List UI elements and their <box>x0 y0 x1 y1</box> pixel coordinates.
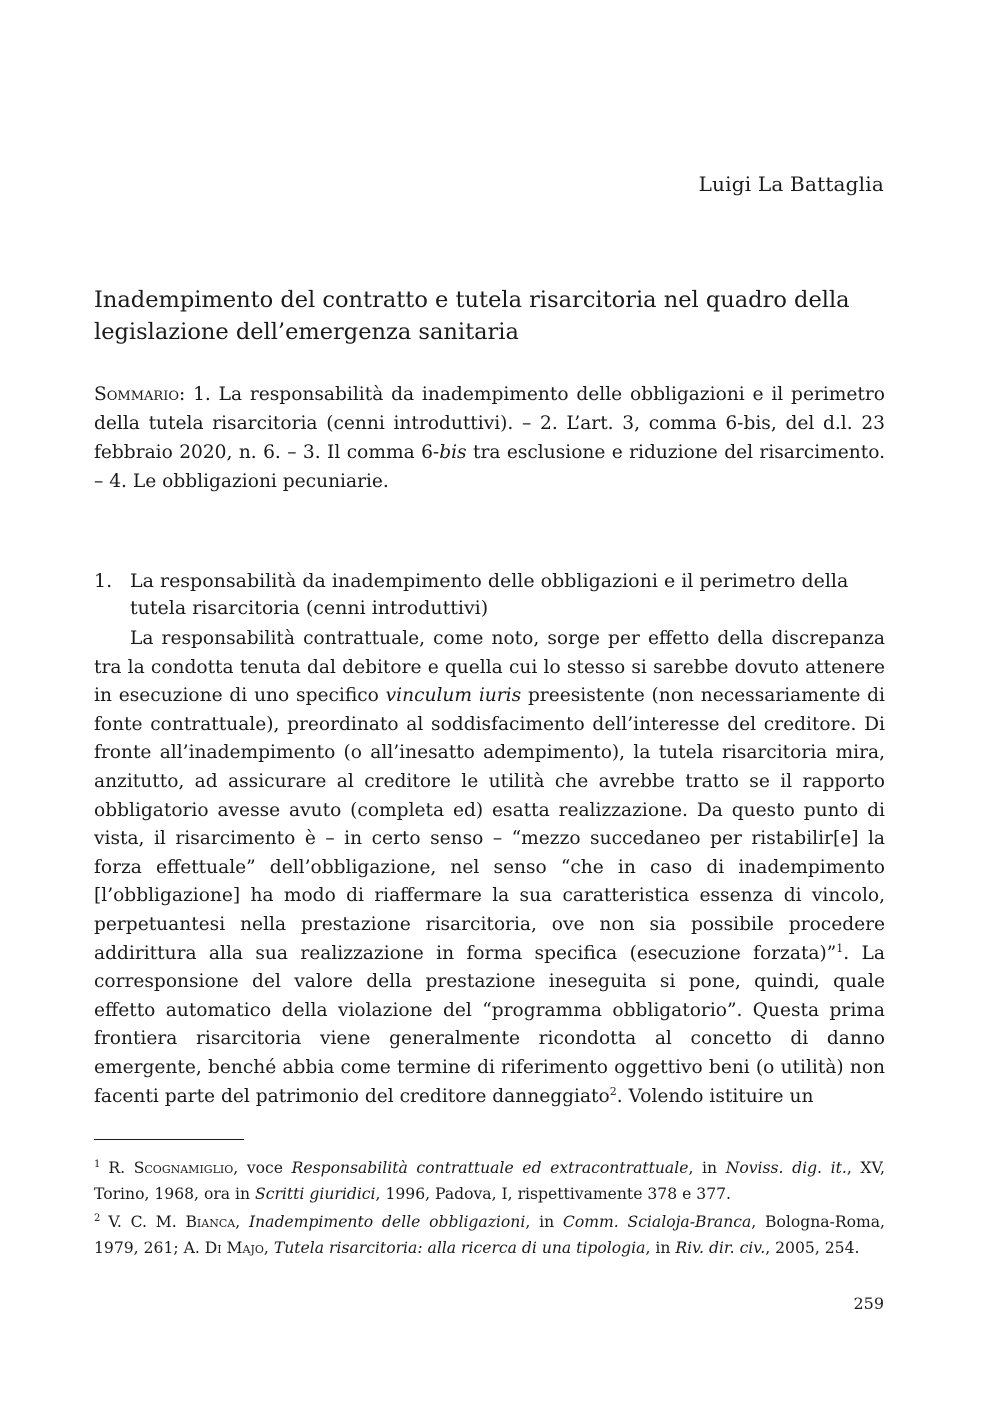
footnote-text: V. C. M. <box>108 1213 186 1231</box>
footnote-text: , in <box>645 1238 676 1257</box>
footnote-italic: Inadempimento delle obbligazioni <box>248 1213 526 1231</box>
footnote-text: , <box>235 1213 249 1231</box>
footnote-italic: Responsabilità contrattuale ed extracontrattuale <box>291 1159 689 1177</box>
footnote-text: , <box>263 1238 274 1257</box>
footnote-text: , XV, Torino, 1968, ora in <box>94 1159 886 1203</box>
footnote-italic: Scritti giuridici <box>255 1184 376 1203</box>
summary <box>94 380 885 496</box>
page-number: 259 <box>853 1294 884 1313</box>
footnote-mark: 1 <box>94 1158 101 1170</box>
footnote-italic: Noviss. dig. it. <box>725 1159 847 1177</box>
footnote-ref-1: 1 <box>836 941 844 955</box>
footnote-text: , 2005, 254. <box>765 1238 860 1257</box>
footnote-text: , in <box>525 1213 563 1231</box>
section-heading <box>94 568 885 622</box>
footnote-author: Scognamiglio <box>133 1159 234 1177</box>
summary-text: 1. La responsabilità da inadempimento delle obbligazioni e il perimetro della tutela risarcitoria (cenni introduttivi). – 2. L’art. 3, comma 6-bis, del d.l. 23 febbraio 2020, n. 6. – 3. Il comma 6- <box>94 384 885 463</box>
footnote-mark: 2 <box>94 1212 101 1224</box>
author-name: Luigi La Battaglia <box>698 172 884 196</box>
body-italic-term: vinculum iuris <box>385 685 522 707</box>
footnote-text: , 1996, Padova, I, rispettivamente 378 e 377. <box>375 1184 732 1203</box>
footnote-text: , Bologna-Roma, 1979, 261; A. <box>94 1213 886 1257</box>
footnote-ref-2: 2 <box>609 1084 617 1098</box>
summary-italic: bis <box>439 442 467 463</box>
body-text-4: . Volendo istituire un <box>616 1085 814 1107</box>
body-paragraph <box>94 625 885 1111</box>
footnote-text: , voce <box>233 1159 292 1177</box>
body-text-3: . La corresponsione del valore della prestazione ineseguita si pone, quindi, quale effetto automatico della violazione del “programma obbligatorio”. Questa prima frontiera risarcitoria viene generalmente ricondotta al concetto di danno emergente, benché abbia come termine di riferimento oggettivo beni (o utilità) non facenti parte del patrimonio del creditore danneggiato <box>94 942 885 1107</box>
footnote-text: , in <box>688 1159 726 1177</box>
footnote-italic: Comm. Scialoja-Branca <box>562 1213 752 1231</box>
footnote-text: R. <box>108 1159 134 1177</box>
summary-text-end: tra esclusione e riduzione del risarcimento. – 4. Le obbligazioni pecuniarie. <box>94 442 886 492</box>
body-text-2: preesistente (non necessariamente di fonte contrattuale), preordinato al soddisfacimento dell’interesse del creditore. Di fronte all’inadempimento (o all’inesatto adempimento), la tutela risarcitoria mira, anzitutto, ad assicurare al creditore le utilità che avrebbe tratto se il rapporto obbligatorio avesse avuto (completa ed) esatta realizzazione. Da questo punto di vista, il risarcimento è – in certo senso – “mezzo succedaneo per ristabilir[e] la forza effettuale” dell’obbligazione, nel senso “che in caso di inadempimento [l’obbligazione] ha modo di riaffermare la sua caratteristica essenza di vincolo, perpetuantesi nella prestazione risarcitoria, ove non sia possibile procedere addirittura alla sua realizzazione in forma specifica (esecuzione forzata)” <box>94 685 885 964</box>
footnotes <box>94 1156 885 1264</box>
article-title: Inadempimento del contratto e tutela risarcitoria nel quadro della legislazione dell’emergenza sanitaria <box>94 287 850 345</box>
footnote-italic: Riv. dir. civ. <box>675 1238 766 1257</box>
footnote-1 <box>94 1156 885 1207</box>
section-number: 1. <box>94 570 113 592</box>
summary-label: Sommario: <box>94 384 186 405</box>
section-title: La responsabilità da inadempimento delle obbligazioni e il perimetro della tutela risarcitoria (cenni introduttivi) <box>130 570 849 619</box>
footnote-divider <box>94 1139 244 1140</box>
footnote-author: Di Majo <box>204 1238 264 1257</box>
footnote-2 <box>94 1210 885 1261</box>
body-text-1: La responsabilità contrattuale, come noto, sorge per effetto della discrepanza tra la condotta tenuta dal debitore e quella cui lo stesso si sarebbe dovuto attenere in esecuzione di uno specifico <box>94 628 885 707</box>
footnote-italic: Tutela risarcitoria: alla ricerca di una tipologia <box>273 1238 646 1257</box>
footnote-author: Bianca <box>185 1213 236 1231</box>
